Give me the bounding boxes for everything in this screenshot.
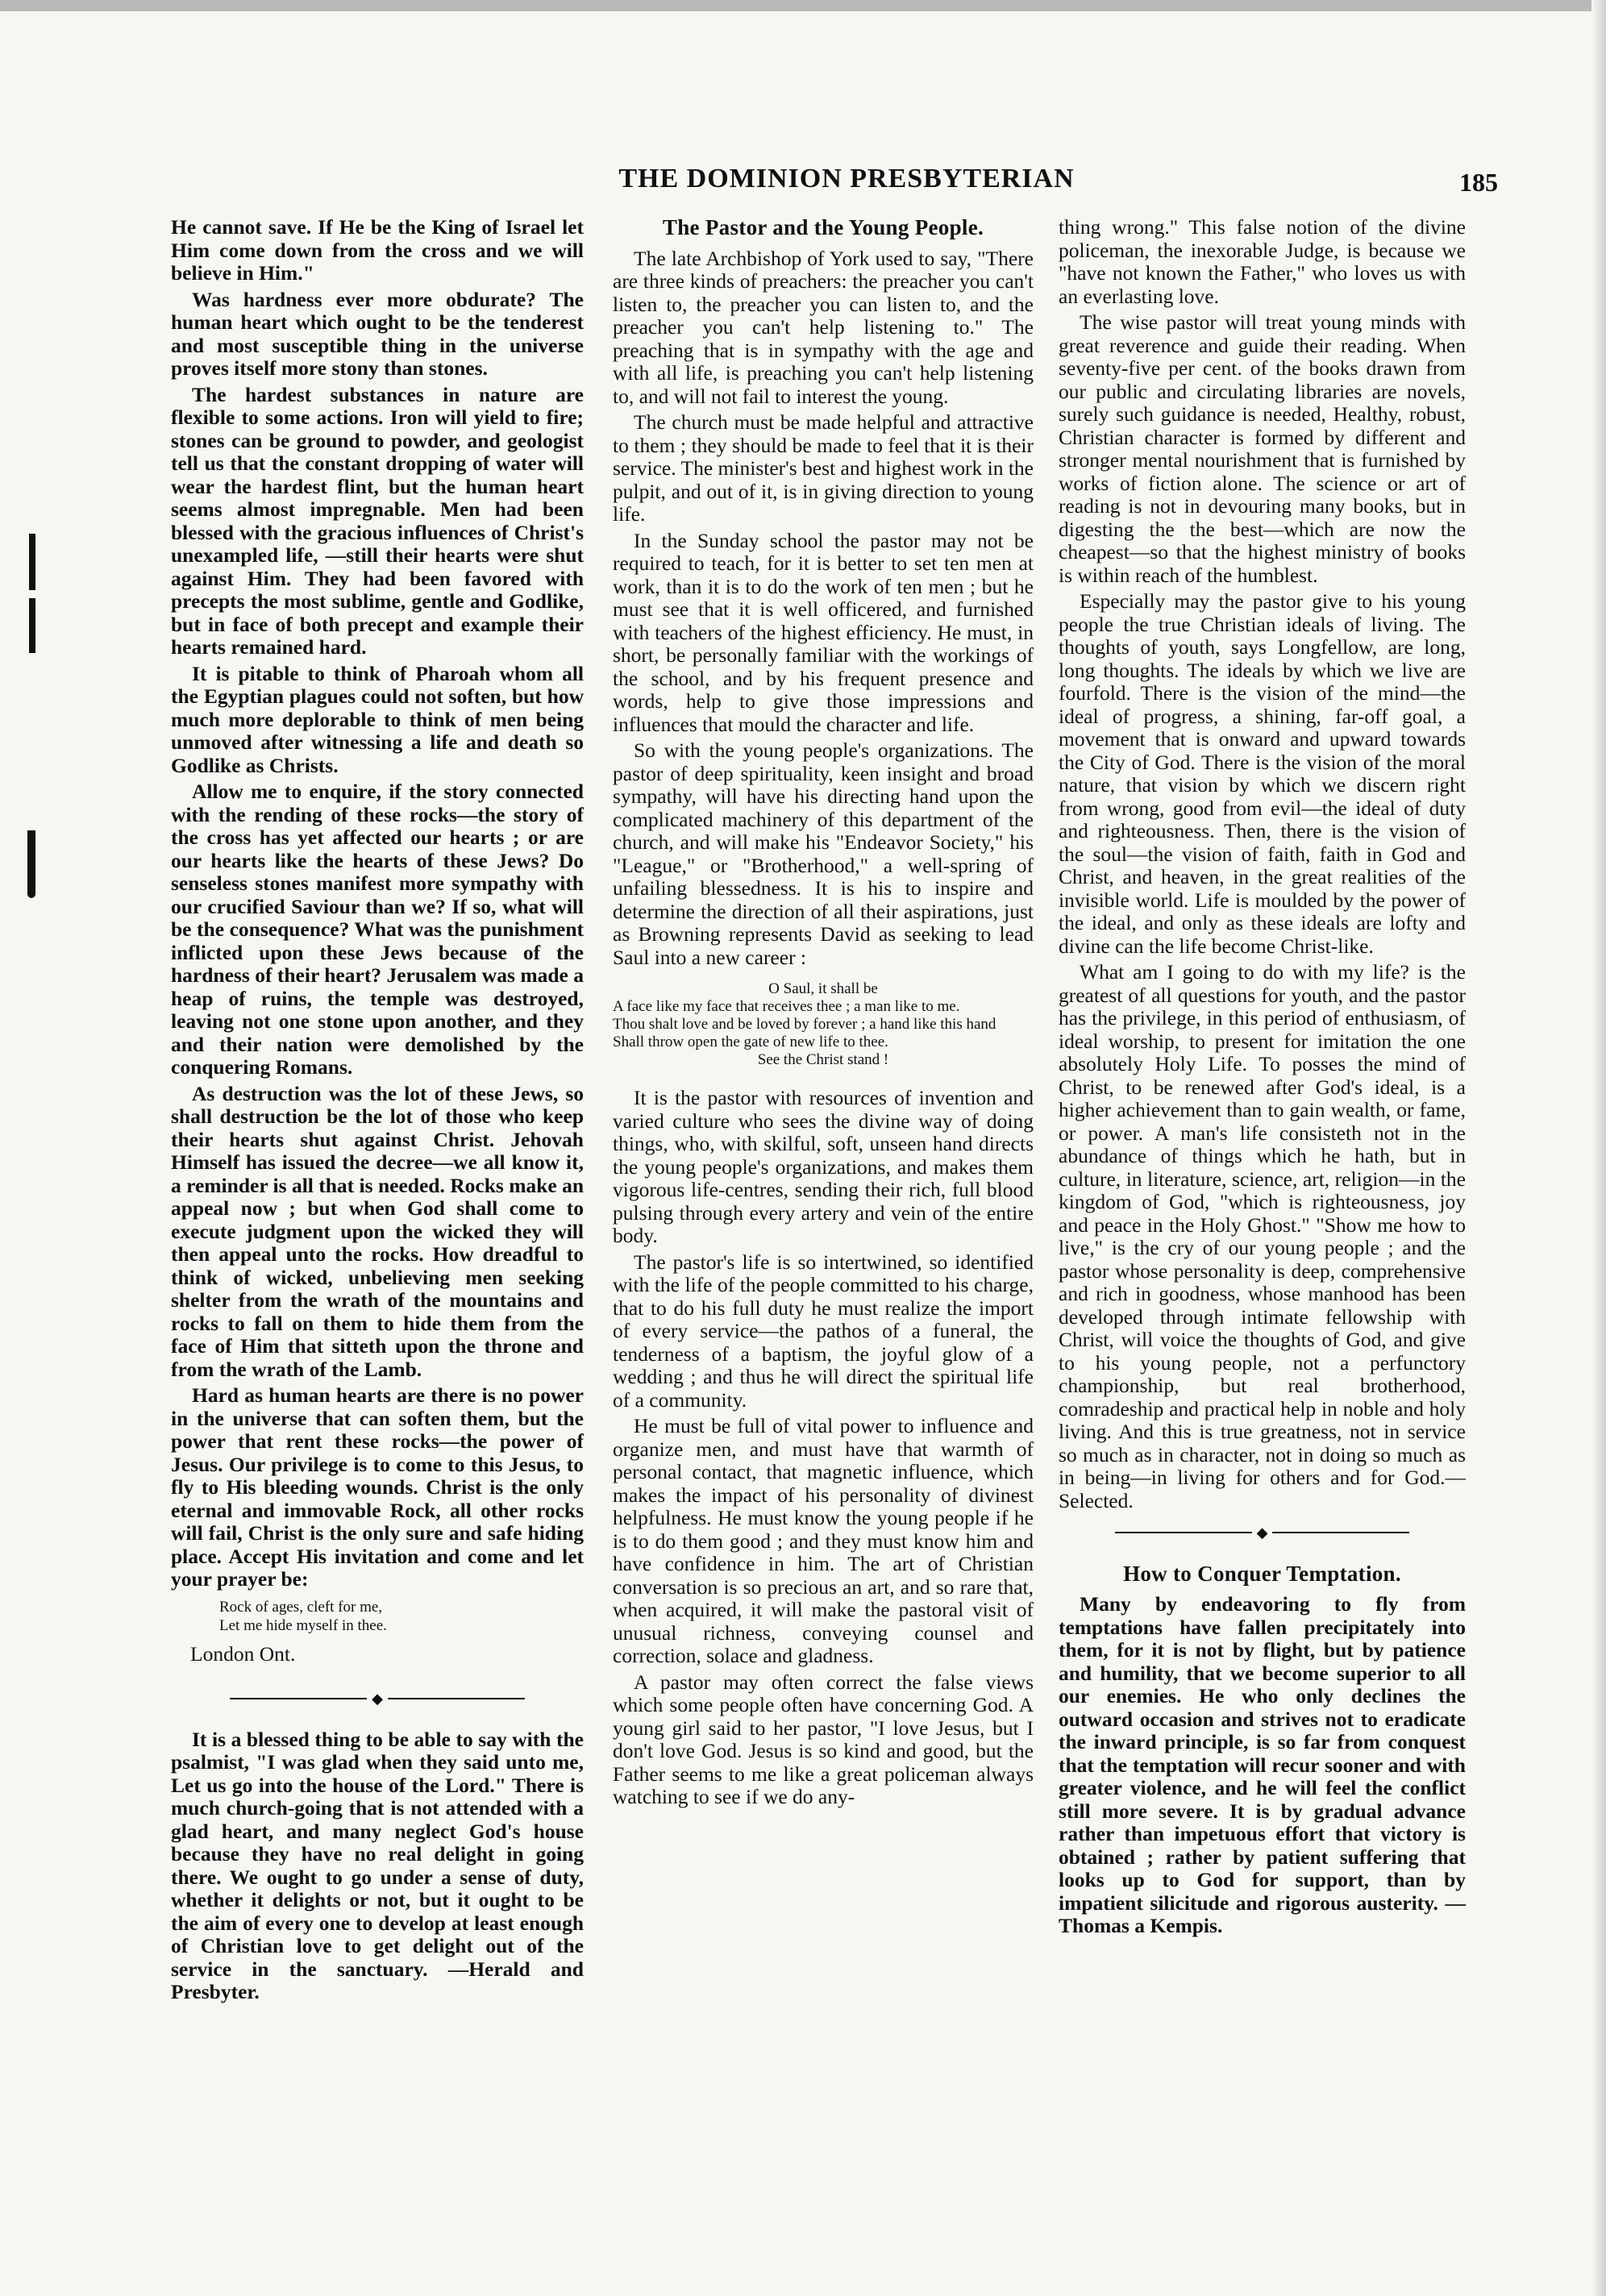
column-3	[1059, 216, 1466, 1941]
margin-mark	[29, 534, 35, 590]
article-heading: The Pastor and the Young People.	[662, 215, 984, 239]
signoff: London Ont.	[190, 1641, 296, 1666]
margin-mark	[29, 598, 35, 653]
paragraph: What am I going to do with my life? is the greatest of all questions for youth, and the pastor has the privilege, in this period of enthusiasm, of ideal worship, to present for imitation the one absolutely Holy Life. To posses the mind of Christ, to be renewed after God's ideal, is a higher achievement than to gain wealth, or fame, or power. A man's life consisteth not in the abundance of things which he hath, but in culture, in literature, science, art, religion—in the kingdom of God, "which is righteousness, joy and peace in the Holy Ghost." "Show me how to live," is the cry of our young people ; and the pastor whose personality is deep, comprehensive and rich in goodness, whose manhood has been developed through intimate fellowship with Christ, will voice the thoughts of God, and give to his young people, not a perfunctory championship, but real brotherhood, comradeship and practical help in noble and holy living. And this is true greatness, not in service so much as in character, not in doing so much as in being—in living for others and for God.—Selected.	[1059, 960, 1466, 1512]
margin-mark	[27, 830, 35, 898]
paragraph: As destruction was the lot of these Jews, so shall destruction be the lot of those who keep their hearts shut against Christ. Jehovah Himself has issued the decree—we all know it, a reminder is all that is needed. Rocks make an appeal now ; but when God shall come to execute judgment upon the wicked they will then appeal unto the rocks. How dreadful to think of wicked, unbelieving men seeking shelter from the wrath of the mountains and rocks to fall on them to hide them from the face of Him that sitteth upon the throne and from the wrath of the Lamb.	[171, 1081, 584, 1381]
column-1	[171, 216, 584, 2007]
paragraph: The church must be made helpful and attractive to them ; they should be made to feel that it is their service. The minister's best and highest work in the pulpit, and out of it, is in giving direction to young life.	[613, 410, 1034, 526]
scan-right-edge	[1591, 0, 1606, 2296]
paragraph: It is the pastor with resources of invention and varied culture who sees the divine way of doing things, who, with skilful, soft, unseen hand directs the young people's organizations, and makes them vigorous life-centres, sending their rich, full blood pulsing through every artery and vein of the entire body.	[613, 1086, 1034, 1247]
paragraph: In the Sunday school the pastor may not be required to teach, for it is better to set ten men at work, than it is to do the work of ten men ; but he must see that it is well officered, and furnished with teachers of the highest efficiency. He must, in short, be personally familiar with the workings of the school, and by his frequent presence and words, help to give those impressions and influences that mould the character and life.	[613, 528, 1034, 736]
hymn-quote	[219, 1598, 584, 1635]
poem-line: Rock of ages, cleft for me,	[219, 1598, 383, 1616]
poem-line: A face like my face that receives thee ; a man like to me.	[613, 998, 960, 1015]
page-number: 185	[1459, 168, 1498, 197]
paragraph: thing wrong." This false notion of the divine policeman, the inexorable Judge, is because we "have not known the Father," who loves us with an everlasting love.	[1059, 215, 1466, 308]
paragraph: Hard as human hearts are there is no power in the universe that can soften them, but the power that rent these rocks—the power of Jesus. Our privilege is to come to this Jesus, to fly to His bleeding wounds. Christ is the only eternal and immovable Rock, all other rocks will fail, Christ is the only sure and safe hiding place. Accept His invitation and come and let your prayer be:	[171, 1383, 584, 1591]
article-heading: How to Conquer Temptation.	[1123, 1561, 1401, 1586]
poem-line: Let me hide myself in thee.	[219, 1616, 387, 1634]
paragraph: Allow me to enquire, if the story connected with the rending of these rocks—the story of the cross has yet affected our hearts ; or are our hearts like the hearts of these Jews? Do senseless stones manifest more sympathy with our crucified Saviour than we? If so, what will be the consequence? What was the punishment inflicted upon these Jews because of the hardness of their heart? Jerusalem was made a heap of ruins, the temple was destroyed, leaving not one stone upon another, and they and their nation were demolished by the conquering Romans.	[171, 780, 584, 1079]
section-divider: ◆	[171, 1690, 584, 1706]
column-2	[613, 216, 1034, 1812]
paragraph: The late Archbishop of York used to say, "There are three kinds of preachers: the preacher you can't listen to, the preacher you can listen to, and the preacher you can't help listening to." The preaching that is in sympathy with the age and with all life, is preaching you can't help listening to, and will not fail to interest the young.	[613, 246, 1034, 408]
paragraph: A pastor may often correct the false views which some people often have concerning God. A young girl said to her pastor, "I love Jesus, but I don't love God. Jesus is so kind and good, but the Father seems to me like a great policeman always watching to see if we do any-	[613, 1670, 1034, 1808]
paragraph: He cannot save. If He be the King of Israel let Him come down from the cross and we will believe in Him."	[171, 215, 584, 285]
verse-quote	[613, 980, 1034, 1069]
paragraph: The wise pastor will treat young minds with great reverence and guide their reading. When seventy-five per cent. of the books drawn from our public and circulating libraries are novels, surely such guidance is needed, Healthy, robust, Christian character is formed by different and stronger mental nourishment that is furnished by works of fiction alone. The science or art of reading is not in devouring many books, but in digesting the the best—which are now the cheapest—so that the highest ministry of books is within reach of the humblest.	[1059, 310, 1466, 587]
scan-top-edge	[0, 0, 1606, 11]
masthead-title: THE DOMINION PRESBYTERIAN	[618, 164, 1075, 193]
paragraph: So with the young people's organizations. The pastor of deep spirituality, keen insight and broad sympathy, will have his directing hand upon the complicated machinery of this department of the church, and will make his "Endeavor Society," his "League," or "Brotherhood," a well-spring of unfailing blessedness. It is his to inspire and determine the direction of all their aspirations, just as Browning represents David as seeking to lead Saul into a new career :	[613, 738, 1034, 969]
paragraph: It is a blessed thing to be able to say with the psalmist, "I was glad when they said unto me, Let us go into the house of the Lord." There is much church-going that is not attended with a glad heart, and many neglect God's house because they have no real delight in going there. We ought to go under a sense of duty, whether it delights or not, but it ought to be the aim of every one to develop at least enough of Christian love to get delight out of the service in the sanctuary. —Herald and Presbyter.	[171, 1727, 584, 2004]
paragraph: Was hardness ever more obdurate? The human heart which ought to be the tenderest and most susceptible thing in the universe proves itself more stony than stones.	[171, 287, 584, 380]
paragraph: It is pitable to think of Pharoah whom all the Egyptian plagues could not soften, but how much more deplorable to think of men being unmoved after witnessing a life and death so Godlike as Christs.	[171, 661, 584, 777]
paragraph: Especially may the pastor give to his young people the true Christian ideals of living. The thoughts of youth, says Longfellow, are long, long thoughts. The ideals by which we live are fourfold. There is the vision of the mind—the ideal of progress, a shining, far-off goal, a movement that is onward and upward towards the City of God. There is the vision of the moral nature, that vision by which we discern right from wrong, good from evil—the ideal of duty and righteousness. Then, there is the vision of the soul—the vision of faith, faith in God and Christ, and heaven, in the great realities of the invisible world. Life is moulded by the power of the ideal, and only as these ideals are lofty and divine can the life become Christ-like.	[1059, 589, 1466, 958]
poem-line: O Saul, it shall be	[768, 980, 878, 997]
poem-line: Shall throw open the gate of new life to thee.	[613, 1034, 888, 1050]
paragraph: Many by endeavoring to fly from temptations have fallen precipitately into them, for it is not by flight, but by patience and humility, that we become superior to all our enemies. He who only declines the outward occasion and strives not to eradicate the inward principle, is so far from conquest that the temptation will recur sooner and with greater violence, and he will feel the conflict still more severe. It is by gradual advance rather than impetuous effort that victory is obtained ; rather by patient suffering that looks up to God for support, than by impatient silicitude and rigorous austerity. —Thomas a Kempis.	[1059, 1592, 1466, 1938]
paragraph: He must be full of vital power to influence and organize men, and must have that warmth of personal contact, that magnetic influence, which makes the impact of his personality of divinest helpfulness. He must know the young people if he is to do them good ; and they must know him and have confidence in him. The art of Christian conversation is so precious an art, and so rare that, when acquired, it will make the pastoral visit of unusual richness, conveying counsel and correction, solace and gladness.	[613, 1414, 1034, 1667]
paragraph: The hardest substances in nature are flexible to some actions. Iron will yield to fire; stones can be ground to powder, and geologist tell us that the constant dropping of water will wear the hardest flint, but the human heart seems almost impregnable. Men had been blessed with the gracious influences of Christ's unexampled life, —still their hearts were shut against Him. They had been favored with precepts the most sublime, gentle and Godlike, but in face of both precept and example their hearts remained hard.	[171, 382, 584, 659]
poem-line: Thou shalt love and be loved by forever ; a hand like this hand	[613, 1016, 996, 1033]
section-divider: ◆	[1059, 1524, 1466, 1540]
poem-line: See the Christ stand !	[757, 1051, 889, 1068]
paragraph: The pastor's life is so intertwined, so identified with the life of the people committed to his charge, that to do his full duty he must realize the import of every service—the pathos of a funeral, the tenderness of a baptism, the joyful glow of a wedding ; and thus he will direct the spiritual life of a community.	[613, 1250, 1034, 1412]
